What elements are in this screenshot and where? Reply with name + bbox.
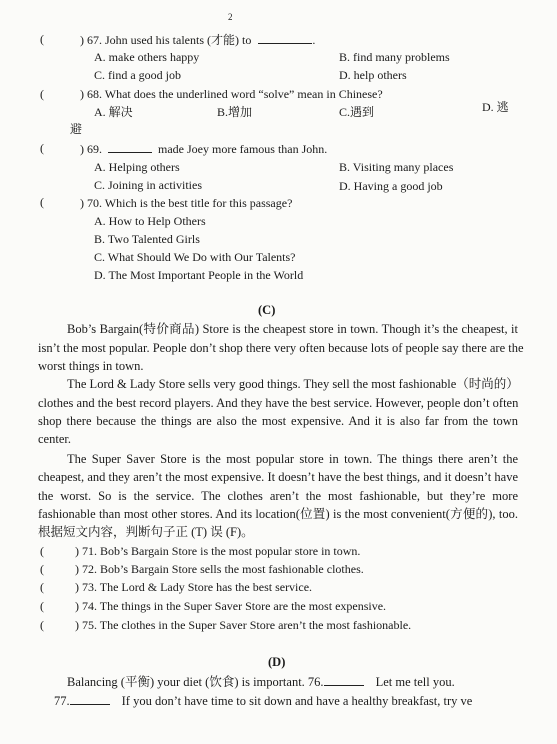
tf-statement: ) 71. Bob’s Bargain Store is the most popular store in town. bbox=[75, 544, 361, 558]
option-b: B. Visiting many places bbox=[339, 160, 454, 174]
answer-paren: ( bbox=[40, 195, 44, 209]
tf-statement: ) 74. The things in the Super Saver Store are the most expensive. bbox=[75, 599, 387, 613]
option-d-continued: 避 bbox=[70, 122, 83, 136]
section-heading: (D) bbox=[268, 655, 286, 669]
option-c: C.遇到 bbox=[339, 105, 375, 119]
option-a: A. 解决 bbox=[94, 105, 133, 119]
tf-statement: ) 75. The clothes in the Super Saver Store aren’t the most fashionable. bbox=[75, 618, 412, 632]
answer-blank bbox=[324, 675, 364, 686]
option-d: D. Having a good job bbox=[339, 179, 443, 193]
tf-statement: ) 72. Bob’s Bargain Store sells the most fashionable clothes. bbox=[75, 562, 364, 576]
passage-line: The Lord & Lady Store sells very good things. They sell the most fashionable（时尚的） bbox=[67, 377, 519, 391]
option-a: A. How to Help Others bbox=[94, 214, 206, 228]
passage-line: shop there because the things are also the most expensive. And it is also far from the town bbox=[38, 414, 518, 428]
option-b: B. find many problems bbox=[339, 50, 450, 64]
question-stem: ) 68. What does the underlined word “solve” mean in Chinese? bbox=[80, 87, 383, 101]
instruction: 根据短文内容，判断句子正 (T) 误 (F)。 bbox=[38, 525, 254, 539]
question-stem: ) 69. made Joey more famous than John. bbox=[80, 142, 328, 156]
tf-statement: ) 73. The Lord & Lady Store has the best service. bbox=[75, 580, 313, 594]
passage-line: fashionable than most other stores. And its location(位置) is the most convenient(方便的), too. bbox=[38, 507, 518, 521]
page-mark: 2 bbox=[228, 12, 233, 22]
option-d: D. help others bbox=[339, 68, 407, 82]
option-b: B. Two Talented Girls bbox=[94, 232, 200, 246]
passage-line: worst things in town. bbox=[38, 359, 144, 373]
answer-paren: ( bbox=[40, 562, 44, 576]
passage-line: The Super Saver Store is the most popular store in town. The things there aren’t the bbox=[67, 452, 518, 466]
answer-paren: ( bbox=[40, 141, 44, 155]
answer-paren: ( bbox=[40, 544, 44, 558]
answer-blank bbox=[108, 142, 152, 153]
option-b: B.增加 bbox=[217, 105, 253, 119]
option-d: D. 逃 bbox=[482, 100, 509, 114]
option-c: C. find a good job bbox=[94, 68, 181, 82]
option-c: C. Joining in activities bbox=[94, 178, 202, 192]
answer-paren: ( bbox=[40, 87, 44, 101]
passage-line: Bob’s Bargain(特价商品) Store is the cheapest store in town. Though it’s the cheapest, it bbox=[67, 322, 518, 336]
answer-blank bbox=[70, 694, 110, 705]
answer-paren: ( bbox=[40, 32, 44, 46]
passage-line: the worst. So is the service. The clothes aren’t the most fashionable, but they’re more bbox=[38, 489, 518, 503]
option-a: A. Helping others bbox=[94, 160, 180, 174]
option-c: C. What Should We Do with Our Talents? bbox=[94, 250, 296, 264]
answer-paren: ( bbox=[40, 580, 44, 594]
question-stem: ) 67. John used his talents (才能) to . bbox=[80, 33, 316, 47]
passage-line: isn’t the most popular. People don’t shop there very often because lots of people say there are the bbox=[38, 341, 524, 355]
passage-line: cheapest, and they aren’t the most expensive. It doesn’t have the best things, and it doesn’t have bbox=[38, 470, 518, 484]
passage-line: clothes and the best record players. And they have the best service. However, people don’t often bbox=[38, 396, 519, 410]
answer-paren: ( bbox=[40, 599, 44, 613]
option-a: A. make others happy bbox=[94, 50, 200, 64]
answer-blank bbox=[258, 33, 312, 44]
passage-line: 77. If you don’t have time to sit down and have a healthy breakfast, try ve bbox=[54, 694, 473, 708]
option-d: D. The Most Important People in the World bbox=[94, 268, 304, 282]
passage-line: Balancing (平衡) your diet (饮食) is important. 76. Let me tell you. bbox=[67, 675, 455, 689]
section-heading: (C) bbox=[258, 303, 276, 317]
answer-paren: ( bbox=[40, 618, 44, 632]
passage-line: center. bbox=[38, 432, 71, 446]
question-stem: ) 70. Which is the best title for this passage? bbox=[80, 196, 293, 210]
